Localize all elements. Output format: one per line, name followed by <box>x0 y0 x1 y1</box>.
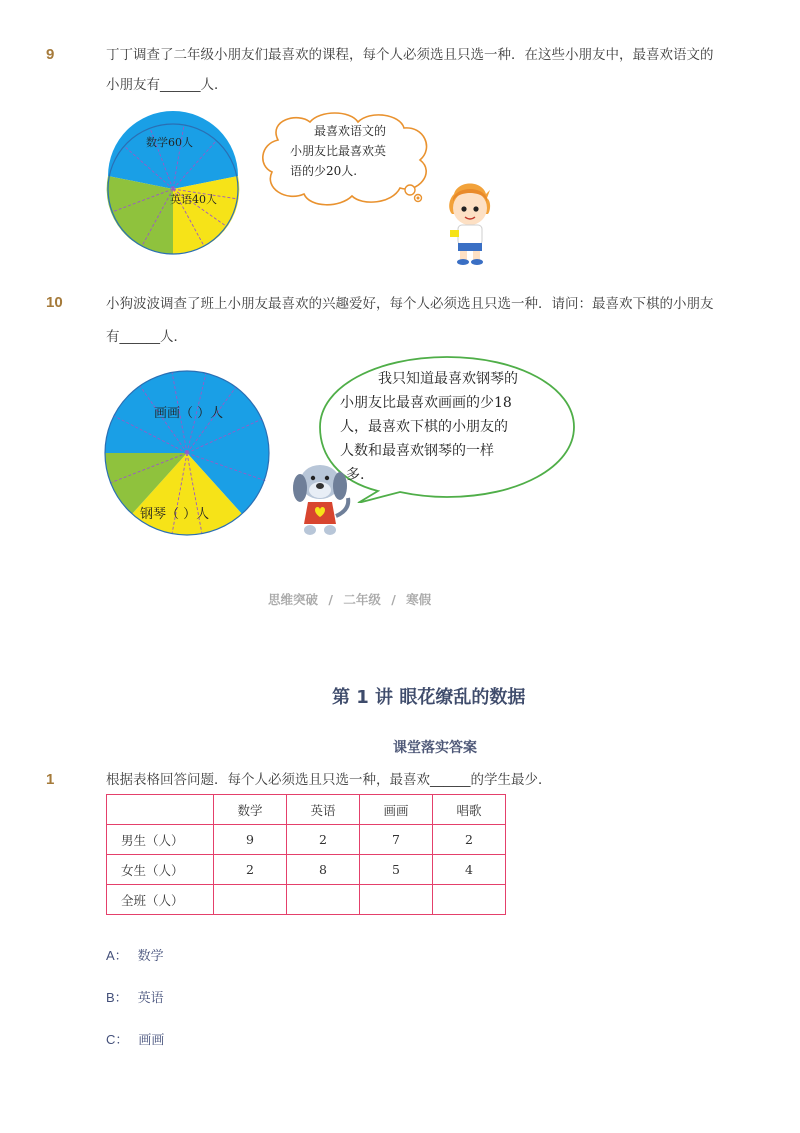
table-row-header: 女生（人） <box>107 855 214 885</box>
footer-series: 思维突破 <box>268 592 319 607</box>
table-cell <box>287 885 360 915</box>
question-9-text: 丁丁调查了二年级小朋友们最喜欢的课程，每个人必须选且只选一种．在这些小朋友中，最喜欢语文的小朋友有______人． <box>106 47 714 93</box>
pie-label-math: 数学60人 <box>146 136 193 149</box>
table-header-cell: 唱歌 <box>433 795 506 825</box>
table-cell: 5 <box>360 855 433 885</box>
table-row <box>107 855 506 885</box>
question-10-text: 小狗波波调查了班上小朋友最喜欢的兴趣爱好，每个人必须选且只选一种．请问：最喜欢下棋的小朋友有______人． <box>106 296 714 345</box>
survey-table <box>106 794 506 915</box>
q10-pie-chart <box>102 365 274 540</box>
table-cell <box>214 885 287 915</box>
option-text: 数学 <box>137 949 164 964</box>
section-title: 课堂落实答案 <box>393 740 477 756</box>
table-cell: 8 <box>287 855 360 885</box>
table-row <box>107 825 506 855</box>
option-a[interactable] <box>106 945 164 964</box>
option-letter: C： <box>106 1032 129 1047</box>
table-header-cell: 画画 <box>360 795 433 825</box>
option-letter: B： <box>106 990 128 1005</box>
pie-label-english: 英语40人 <box>170 193 217 206</box>
pie-slice-english <box>173 176 239 254</box>
pie-slice-chinese <box>107 176 173 254</box>
q10-bubble-text: 我只知道最喜欢钢琴的 小朋友比最喜欢画画的少18 人，最喜欢下棋的小朋友的 人数和最喜欢钢琴的一样 多. <box>340 371 518 483</box>
option-b[interactable] <box>106 987 164 1006</box>
question-number-1: 1 <box>46 771 55 788</box>
footer-grade: 二年级 <box>343 592 381 607</box>
table-header-cell: 英语 <box>287 795 360 825</box>
option-text: 英语 <box>137 991 164 1006</box>
option-c[interactable] <box>106 1029 164 1048</box>
footer-term: 寒假 <box>406 592 432 607</box>
question-number-10: 10 <box>46 294 63 311</box>
table-row-header: 男生（人） <box>107 825 214 855</box>
table-cell: 7 <box>360 825 433 855</box>
q9-bubble-text: 最喜欢语文的 小朋友比最喜欢英 语的少20人. <box>290 124 387 178</box>
table-cell: 2 <box>214 855 287 885</box>
table-cell <box>433 885 506 915</box>
table-cell: 2 <box>287 825 360 855</box>
question-1-text: 根据表格回答问题．每个人必须选且只选一种，最喜欢______的学生最少． <box>106 772 552 788</box>
q9-pie-chart <box>100 108 250 270</box>
table-cell: 4 <box>433 855 506 885</box>
table-row-header: 全班（人） <box>107 885 214 915</box>
table-row <box>107 885 506 915</box>
table-header-cell: 数学 <box>214 795 287 825</box>
boy-cartoon <box>440 180 500 266</box>
table-cell: 9 <box>214 825 287 855</box>
pie-label-painting: 画画（ ）人 <box>154 406 224 421</box>
table-cell <box>360 885 433 915</box>
option-letter: A： <box>106 948 128 963</box>
question-number-9: 9 <box>46 46 55 63</box>
pie-label-piano: 钢琴（ ）人 <box>140 507 210 522</box>
option-text: 画画 <box>138 1033 165 1048</box>
table-header-row <box>107 795 506 825</box>
table-cell: 2 <box>433 825 506 855</box>
table-cell <box>107 795 214 825</box>
dog-cartoon <box>288 458 358 540</box>
pie-slice-math <box>108 111 238 189</box>
lecture-title: 第 1 讲 眼花缭乱的数据 <box>332 687 526 708</box>
page-footer: 思维突破 / 二年级 / 寒假 <box>268 592 432 607</box>
